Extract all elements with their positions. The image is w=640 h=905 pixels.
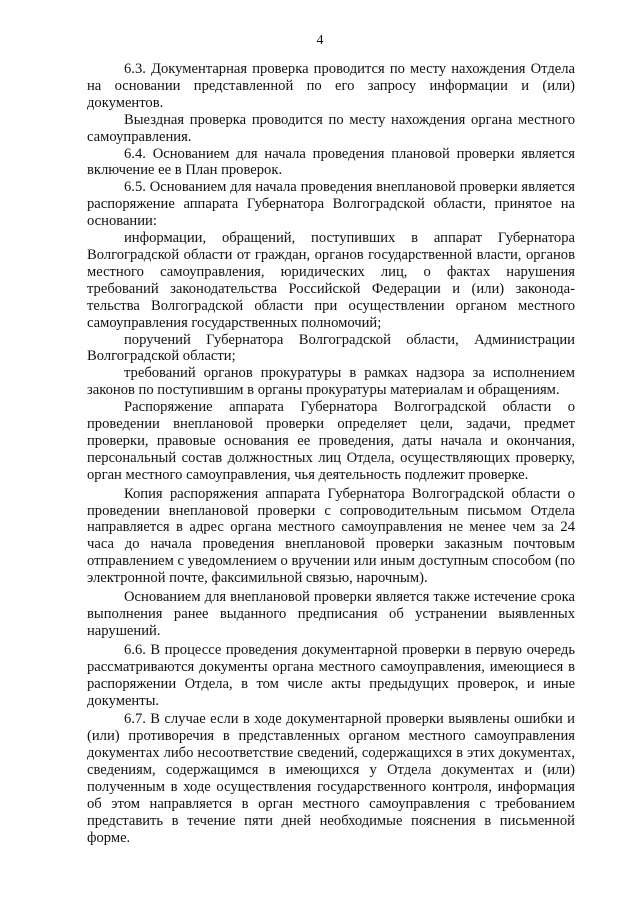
paragraph-expiry-grounds: Основанием для внеплановой проверки является также истечение срока выполнения ранее выданного предписания об устранении выявленных нарушений.: [87, 589, 575, 639]
paragraph-order-copy: Копия распоряжения аппарата Губернатора Волгоградской области о проведении внеплановой проверки с сопроводительным письмом Отдела направляется в адрес органа местного самоуправления не менее чем за 24 часа до начала проведения внеплановой проверки заказным почтовым отправлением с уведомлением о вручении или иным доступным способом (по электронной почте, факсимильной связью, нарочным).: [87, 485, 575, 587]
paragraph-6-4: 6.4. Основанием для начала проведения плановой проверки является включение ее в План проверок.: [87, 145, 575, 179]
paragraph-6-3: 6.3. Документарная проверка проводится по месту нахождения Отдела на основании представленной по его запросу информации и (или) документов.: [87, 61, 575, 111]
paragraph-grounds-orders: поручений Губернатора Волгоградской области, Администрации Волгоградской области;: [87, 331, 575, 365]
paragraph-order-content: Распоряжение аппарата Губернатора Волгоградской области о проведении внеплановой проверки определяет цели, задачи, предмет проверки, правовые основания ее проведения, даты начала и окончания, персональный состав должностных лиц Отдела, осуществляющих проверку, орган местного самоуправления, чья деятельность подлежит проверке.: [87, 399, 575, 483]
paragraph-6-7: 6.7. В случае если в ходе документарной проверки выявлены ошибки и (или) противоречия в представленных органом местного самоуправления документах либо несоответствие сведений, содержащихся в этих документах, сведениям, содержащимся в имеющихся у Отдела документах и (или) полученным в ходе осуществления государственного контроля, информация об этом направляется в орган местного самоуправления с требованием представить в течение пяти дней необходимые пояснения в письменной форме.: [87, 711, 575, 846]
page-number: 4: [316, 33, 324, 48]
paragraph-grounds-prosecution: требований органов прокуратуры в рамках надзора за исполнением законов по поступившим в органы прокуратуры материалам и обращениям.: [87, 365, 575, 399]
document-body: [87, 61, 575, 847]
paragraph-6-6: 6.6. В процессе проведения документарной проверки в первую очередь рассматриваются документы органа местного самоуправления, имеющиеся в распоряжении Отдела, в том числе акты предыдущих проверок, и иные документы.: [87, 641, 575, 709]
paragraph-grounds-info: информации, обращений, поступивших в аппарат Губернатора Волгоградской области от граждан, органов государственной власти, органов местного самоуправления, юридических лиц, о фактах нарушения требований законодательства Российской Федерации и (или) законодательства Волгоградской области при осуществлении органом местного самоуправления государственных полномочий;: [87, 230, 575, 331]
paragraph-field-check: Выездная проверка проводится по месту нахождения органа местного самоуправления.: [87, 111, 575, 145]
paragraph-6-5: 6.5. Основанием для начала проведения внеплановой проверки является распоряжение аппарата Губернатора Волгоградской области, принятое на основании:: [87, 179, 575, 230]
